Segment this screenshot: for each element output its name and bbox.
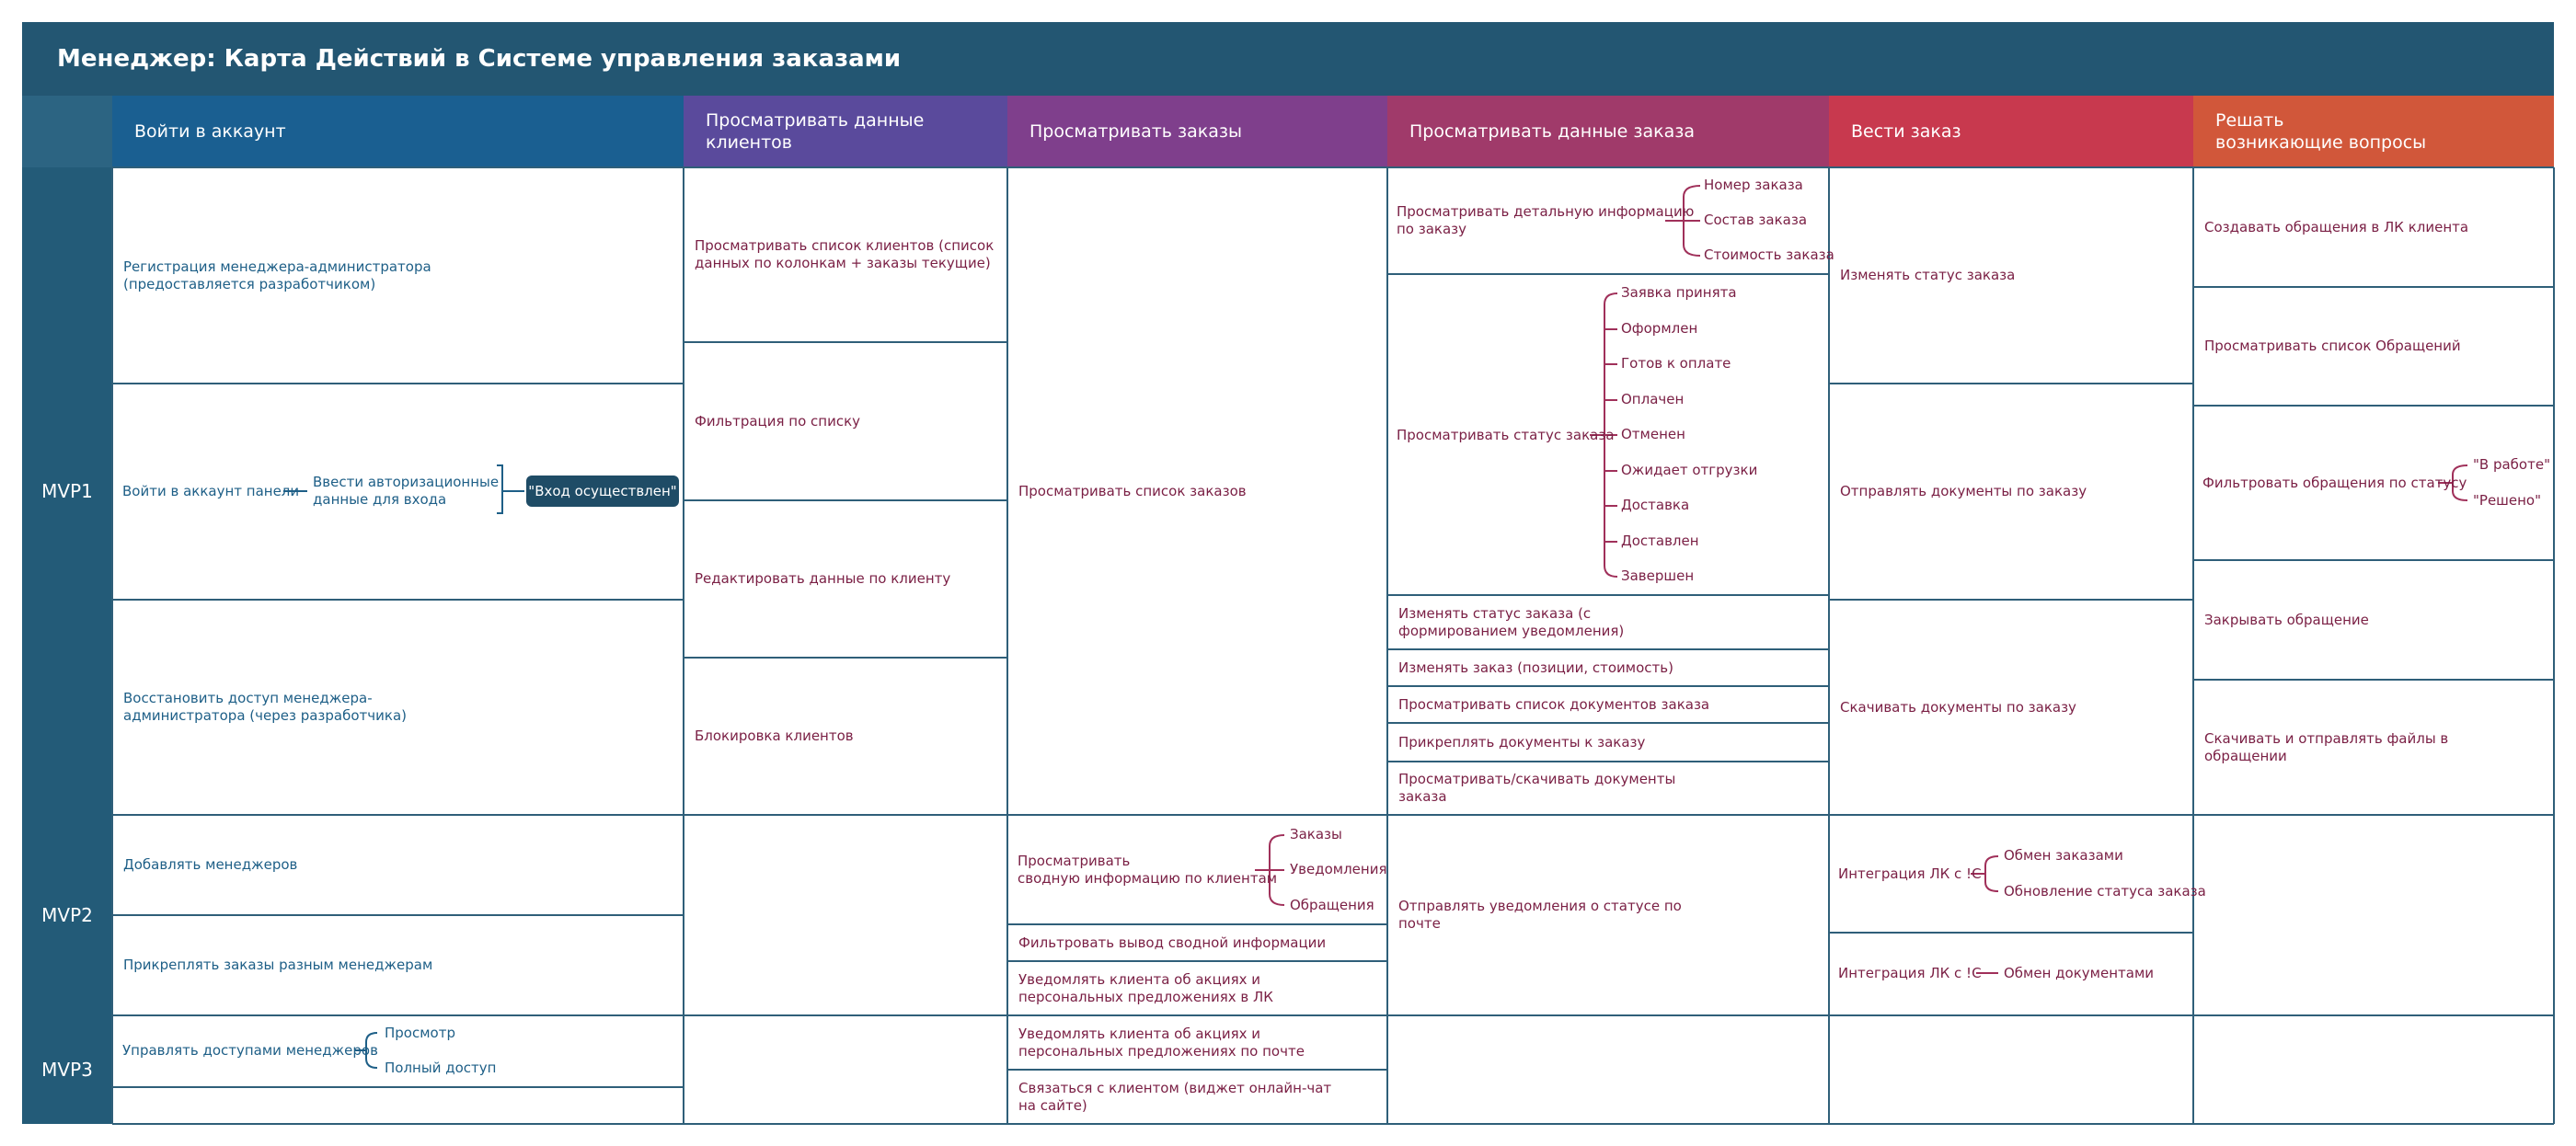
cell-text: Изменять статус заказа (с формированием уведомления) <box>1398 604 1625 639</box>
orders-notify-mail-cell[interactable] <box>1009 1017 1386 1068</box>
status-branch-paid[interactable]: Оплачен <box>1621 391 1685 407</box>
row-label-text: MVP1 <box>41 480 93 502</box>
order-download-docs-cell[interactable] <box>1389 763 1827 813</box>
manage-integration-label-1[interactable]: Интеграция ЛК с !С <box>1838 865 1982 882</box>
badge-text: "Вход осуществлен" <box>528 483 677 499</box>
cell-text: Скачивать документы по заказу <box>1840 698 2076 716</box>
cell-text: Прикреплять заказы разным менеджерам <box>123 957 433 973</box>
summary-branch-requests[interactable]: Обращения <box>1290 897 1374 913</box>
issues-filter-label[interactable]: Фильтровать обращения по статусу <box>2202 475 2467 491</box>
order-detail-label[interactable]: Просматривать детальную информацию по заказу <box>1397 203 1695 237</box>
column-header-label: Войти в аккаунт <box>134 121 286 142</box>
cell-text: Просматривать список документов заказа <box>1398 695 1710 713</box>
cell-text: Просматривать/скачивать документы заказа <box>1398 771 1676 805</box>
cell-text: Изменять статус заказа <box>1840 267 2016 283</box>
issues-close-cell[interactable] <box>2195 562 2552 678</box>
account-restore-cell[interactable] <box>114 602 682 813</box>
cell-text: Фильтровать вывод сводной информации <box>1018 934 1327 951</box>
order-docs-list-cell[interactable] <box>1389 688 1827 721</box>
cell-text: Уведомлять клиента об акциях и персональных предложениях по почте <box>1018 1025 1305 1060</box>
access-branch-view[interactable]: Просмотр <box>385 1025 455 1041</box>
issues-create-cell[interactable] <box>2195 169 2552 285</box>
cell-text: Добавлять менеджеров <box>123 856 298 873</box>
cell-text: Редактировать данные по клиенту <box>695 570 951 587</box>
manage-change-status-cell[interactable] <box>1831 169 2191 382</box>
order-change-status-notify-cell[interactable] <box>1389 597 1827 647</box>
order-edit-cell[interactable] <box>1389 651 1827 684</box>
cell-text: Изменять заказ (позиции, стоимость) <box>1398 659 1673 676</box>
cell-text: Прикреплять документы к заказу <box>1398 733 1646 751</box>
cell-text: Регистрация менеджера-администратора (предоставляется разработчиком) <box>123 258 431 292</box>
status-branch-registered[interactable]: Оформлен <box>1621 320 1698 337</box>
issues-filter-branch-in-work[interactable]: "В работе" <box>2473 456 2550 473</box>
account-register-cell[interactable] <box>114 169 682 382</box>
column-header-label: Просматривать заказы <box>1029 121 1242 142</box>
cell-text: Просматривать список заказов <box>1018 482 1247 499</box>
status-branch-delivery[interactable]: Доставка <box>1621 497 1690 513</box>
status-branch-accepted[interactable]: Заявка принята <box>1621 284 1737 301</box>
order-attach-docs-cell[interactable] <box>1389 725 1827 760</box>
cell-text: Закрывать обращение <box>2204 611 2369 628</box>
issues-files-cell[interactable] <box>2195 682 2552 813</box>
order-status-label[interactable]: Просматривать статус заказа <box>1397 427 1615 443</box>
row-label-text: MVP2 <box>41 904 93 926</box>
detail-branch-cost[interactable]: Стоимость заказа <box>1704 246 1834 263</box>
cell-text: Связаться с клиентом (виджет онлайн-чат на сайте) <box>1018 1079 1332 1114</box>
clients-block-cell[interactable] <box>685 659 1006 813</box>
orders-notify-lk-cell[interactable] <box>1009 963 1386 1014</box>
page-title-text: Менеджер: Карта Действий в Системе управления заказами <box>57 45 902 73</box>
status-branch-cancelled[interactable]: Отменен <box>1621 426 1685 442</box>
cell-text: Просматривать список Обращений <box>2204 338 2461 354</box>
status-branch-completed[interactable]: Завершен <box>1621 567 1695 584</box>
clients-list-cell[interactable] <box>685 169 1006 340</box>
clients-edit-cell[interactable] <box>685 502 1006 656</box>
cell-text: Просматривать список клиентов (список данных по колонкам + заказы текущие) <box>695 237 995 271</box>
issues-list-cell[interactable] <box>2195 289 2552 404</box>
login-success-badge <box>526 476 679 507</box>
cell-text: Восстановить доступ менеджера- администратора (через разработчика) <box>123 690 407 724</box>
orders-filter-summary-cell[interactable] <box>1009 926 1386 959</box>
cell-text: Создавать обращения в ЛК клиента <box>2204 218 2469 235</box>
row-label-text: MVP3 <box>41 1059 93 1081</box>
status-branch-delivered[interactable]: Доставлен <box>1621 533 1699 549</box>
issues-filter-branch-solved[interactable]: "Решено" <box>2473 492 2542 509</box>
detail-branch-number[interactable]: Номер заказа <box>1704 177 1803 193</box>
orders-list-cell[interactable] <box>1009 169 1386 813</box>
account-add-managers-cell[interactable] <box>114 817 682 913</box>
column-header-label: Решать возникающие вопросы <box>2215 110 2427 153</box>
cell-text: Уведомлять клиента об акциях и персональных предложениях в ЛК <box>1018 970 1273 1005</box>
orders-chat-cell[interactable] <box>1009 1072 1386 1122</box>
summary-branch-orders[interactable]: Заказы <box>1290 826 1342 842</box>
account-login-label[interactable]: Войти в аккаунт панели <box>122 483 300 499</box>
status-branch-awaiting-shipment[interactable]: Ожидает отгрузки <box>1621 462 1758 478</box>
manage-integration-label-2[interactable]: Интеграция ЛК с !С <box>1838 965 1982 981</box>
account-attach-orders-cell[interactable] <box>114 917 682 1014</box>
orders-summary-label[interactable]: Просматривать сводную информацию по клиентам <box>1018 853 1278 887</box>
manage-send-docs-cell[interactable] <box>1831 385 2191 598</box>
manage-download-docs-cell[interactable] <box>1831 602 2191 813</box>
clients-filter-cell[interactable] <box>685 344 1006 499</box>
cell-text: Блокировка клиентов <box>695 728 854 744</box>
access-branch-full[interactable]: Полный доступ <box>385 1060 497 1076</box>
cell-text: Фильтрация по списку <box>695 412 861 430</box>
integration-branch-docs[interactable]: Обмен документами <box>2004 965 2155 981</box>
cell-text: Отправлять уведомления о статусе по почте <box>1398 898 1682 932</box>
cell-text: Отправлять документы по заказу <box>1840 483 2087 499</box>
column-header-label: Просматривать данные клиентов <box>706 110 925 153</box>
column-header-label: Просматривать данные заказа <box>1409 121 1695 142</box>
column-header-label: Вести заказ <box>1851 121 1961 142</box>
status-branch-ready-to-pay[interactable]: Готов к оплате <box>1621 355 1731 372</box>
account-manage-access-label[interactable]: Управлять доступами менеджеров <box>122 1042 378 1059</box>
cell-text: Скачивать и отправлять файлы в обращении <box>2204 729 2449 764</box>
account-login-step[interactable]: Ввести авторизационные данные для входа <box>313 474 500 508</box>
integration-branch-status[interactable]: Обновление статуса заказа <box>2004 883 2206 900</box>
summary-branch-notifications[interactable]: Уведомления <box>1290 861 1387 877</box>
integration-branch-orders[interactable]: Обмен заказами <box>2004 847 2123 864</box>
detail-branch-composition[interactable]: Состав заказа <box>1704 212 1808 228</box>
order-mail-status-cell[interactable] <box>1389 817 1827 1014</box>
